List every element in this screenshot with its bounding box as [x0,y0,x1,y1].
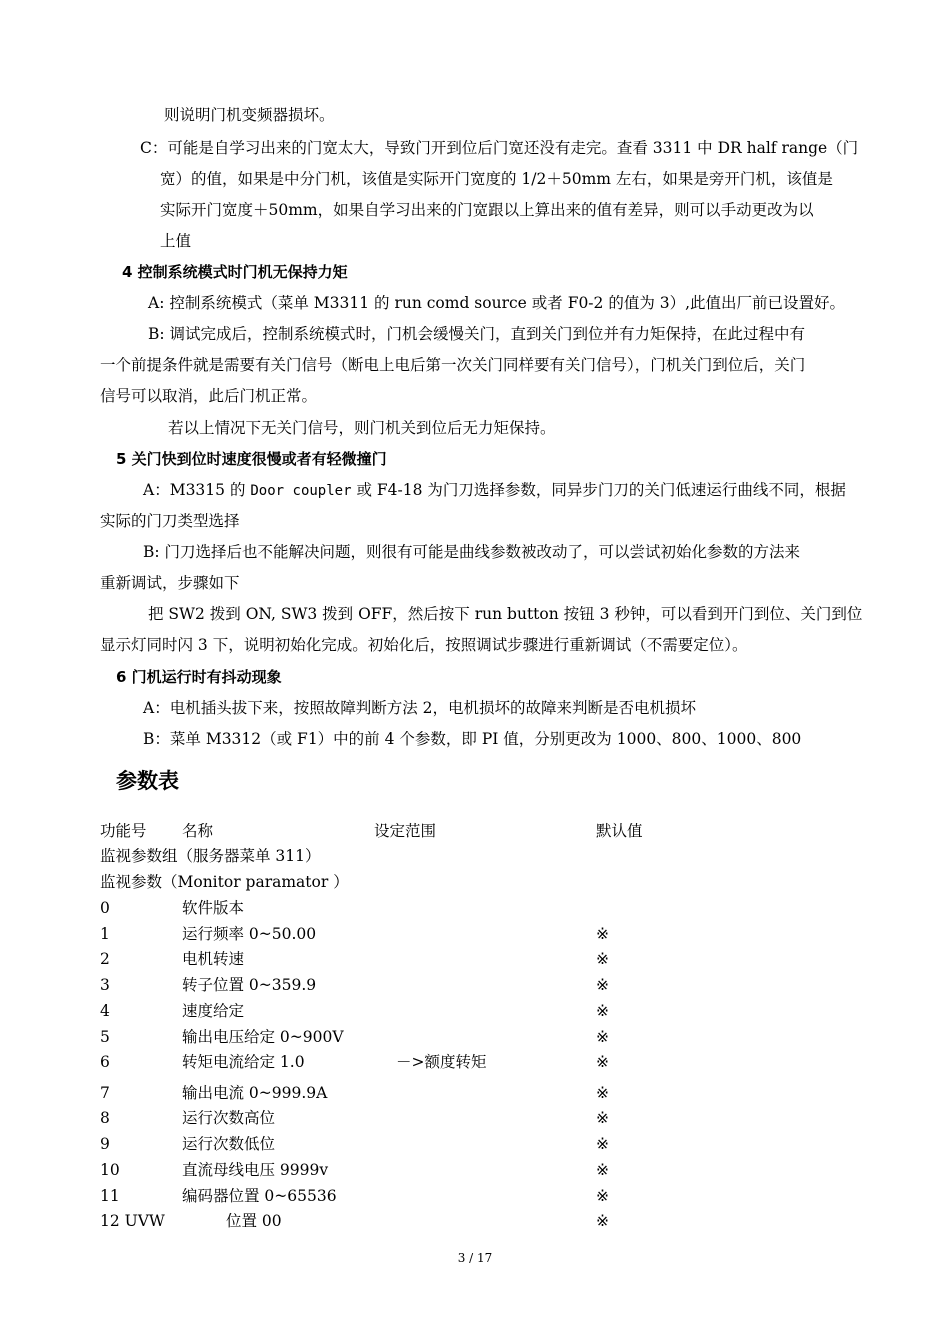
param-default: ※ [596,1028,609,1046]
section-4-a: A: 控制系统模式（菜单 M3311 的 run comd source 或者 F0-2 的值为 3）,此值出厂前已设置好。 [148,294,846,312]
param-name: 软件版本 [182,899,245,917]
section-5-b-line-2: 重新调试，步骤如下 [100,574,240,592]
param-no: 1 [100,925,110,943]
section-5-c-line-1: 把 SW2 拨到 ON, SW3 拨到 OFF，然后按下 run button 按钮 3 秒钟，可以看到开门到位、关门到位 [148,605,863,623]
section-4-b-line-3: 信号可以取消，此后门机正常。 [100,387,318,405]
intro-c-line-2: 宽）的值，如果是中分门机，该值是实际开门宽度的 1/2＋50mm 左右，如果是旁开门机，该值是 [160,170,833,188]
param-default: ※ [596,1135,609,1153]
param-no: 2 [100,950,110,968]
param-name: 速度给定 [182,1002,245,1020]
section-5-a-post: 或 F4-18 为门刀选择参数，同异步门刀的关门低速运行曲线不同，根据 [351,481,846,499]
header-func-no: 功能号 [100,822,147,840]
param-default: ※ [596,976,609,994]
param-default: ※ [596,1187,609,1205]
intro-c-line-4: 上值 [160,232,192,250]
param-range: －>额度转矩 [396,1053,487,1071]
section-4-b-line-1: B: 调试完成后，控制系统模式时，门机会缓慢关门，直到关门到位并有力矩保持，在此过程中有 [148,325,806,343]
param-name: 运行次数低位 [182,1135,276,1153]
param-no: 3 [100,976,110,994]
param-default: ※ [596,1161,609,1179]
section-5-a-pre: A：M3315 的 [143,481,251,499]
param-name: 编码器位置 0~65536 [182,1187,337,1205]
param-no: 0 [100,899,110,917]
param-default: ※ [596,1002,609,1020]
param-name: 输出电流 0~999.9A [182,1084,328,1102]
param-name: 电机转速 [182,950,245,968]
param-no: 5 [100,1028,110,1046]
section-5-a-line-1 [143,480,846,501]
group-title-2: 监视参数（Monitor paramator ） [100,873,349,891]
header-range: 设定范围 [374,822,437,840]
param-no: 6 [100,1053,110,1071]
param-name: 输出电压给定 0~900V [182,1028,344,1046]
param-default: ※ [596,1109,609,1127]
param-name: 运行次数高位 [182,1109,276,1127]
section-6-a: A：电机插头拔下来，按照故障判断方法 2，电机损坏的故障来判断是否电机损坏 [143,699,696,717]
header-name: 名称 [182,822,214,840]
param-no: 8 [100,1109,110,1127]
param-default: ※ [596,1084,609,1102]
param-default: ※ [596,1053,609,1071]
page-number: 3 / 17 [457,1251,493,1265]
param-name: 位置 00 [226,1212,282,1230]
param-no: 12 UVW [100,1212,165,1230]
section-6-heading: 6 门机运行时有抖动现象 [116,668,282,686]
door-coupler-term: Door coupler [250,483,352,499]
param-name: 转矩电流给定 1.0 [182,1053,305,1071]
param-no: 7 [100,1084,110,1102]
param-name: 直流母线电压 9999v [182,1161,329,1179]
param-no: 4 [100,1002,110,1020]
section-6-b: B：菜单 M3312（或 F1）中的前 4 个参数，即 PI 值，分别更改为 1000、800、1000、800 [143,730,802,748]
param-default: ※ [596,1212,609,1230]
param-name: 转子位置 0~359.9 [182,976,317,994]
param-default: ※ [596,950,609,968]
param-no: 9 [100,1135,110,1153]
section-4-heading: 4 控制系统模式时门机无保持力矩 [122,263,348,281]
section-5-b-line-1: B: 门刀选择后也不能解决问题，则很有可能是曲线参数被改动了，可以尝试初始化参数的方法来 [143,543,801,561]
group-title-1: 监视参数组（服务器菜单 311） [100,847,321,865]
section-5-heading: 5 关门快到位时速度很慢或者有轻微撞门 [116,450,387,468]
header-default: 默认值 [596,822,643,840]
params-title: 参数表 [116,769,179,793]
section-5-a-line-2: 实际的门刀类型选择 [100,512,240,530]
section-5-c-line-2: 显示灯同时闪 3 下，说明初始化完成。初始化后，按照调试步骤进行重新调试（不需要定位）。 [100,636,748,654]
intro-c-line-1: C：可能是自学习出来的门宽太大，导致门开到位后门宽还没有走完。查看 3311 中 DR half range（门 [140,139,859,157]
section-4-b-line-2: 一个前提条件就是需要有关门信号（断电上电后第一次关门同样要有关门信号），门机关门到位后，关门 [100,356,806,374]
param-default: ※ [596,925,609,943]
section-4-note: 若以上情况下无关门信号，则门机关到位后无力矩保持。 [168,419,556,437]
intro-c-line-3: 实际开门宽度＋50mm，如果自学习出来的门宽跟以上算出来的值有差异，则可以手动更改为以 [160,201,814,219]
param-no: 11 [100,1187,120,1205]
param-no: 10 [100,1161,120,1179]
param-name: 运行频率 0~50.00 [182,925,317,943]
intro-line-1: 则说明门机变频器损坏。 [164,106,335,124]
